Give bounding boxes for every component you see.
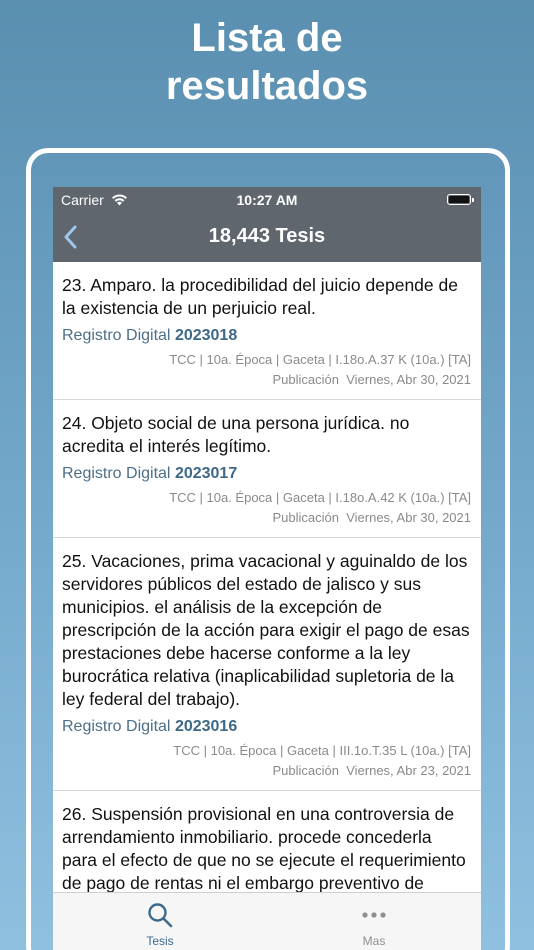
promo-title-line1: Lista de — [191, 16, 343, 60]
navigation-header — [53, 187, 481, 262]
result-meta: TCC | 10a. Época | Gaceta | I.18o.A.37 K (10a.) [TA] — [169, 352, 471, 367]
registro-label: Registro Digital — [62, 465, 171, 482]
registro-digital — [62, 327, 471, 345]
registro-number: 2023018 — [174, 327, 238, 344]
tab-mas[interactable] — [267, 893, 481, 950]
result-title: 26. Suspensión provisional en una controversia de arrendamiento inmobiliario. procede concederla para el efecto de que no se ejecute el requerimiento de pago de rentas ni el embargo preventivo de — [62, 804, 466, 892]
phone-screen — [53, 187, 481, 950]
status-bar — [53, 187, 481, 213]
list-item[interactable] — [53, 400, 481, 538]
registro-number: 2023016 — [174, 718, 238, 735]
more-dots-icon — [360, 901, 388, 929]
registro-label: Registro Digital — [62, 327, 171, 344]
tab-bar — [53, 892, 481, 950]
publication-line — [62, 370, 471, 390]
registro-digital — [62, 718, 471, 736]
tab-tesis[interactable] — [53, 893, 267, 950]
registro-number: 2023017 — [174, 465, 238, 482]
publication-line — [62, 761, 471, 781]
registro-digital — [62, 465, 471, 483]
results-list[interactable] — [53, 262, 481, 892]
result-meta: TCC | 10a. Época | Gaceta | I.18o.A.42 K (10a.) [TA] — [169, 490, 471, 505]
promo-title — [0, 14, 534, 110]
tab-tesis-label: Tesis — [146, 934, 174, 948]
status-time: 10:27 AM — [236, 192, 298, 208]
battery-icon — [447, 194, 471, 205]
list-item[interactable] — [53, 791, 481, 892]
publication-date: Viernes, Abr 23, 2021 — [346, 763, 471, 778]
result-meta: TCC | 10a. Época | Gaceta | III.1o.T.35 L (10a.) [TA] — [173, 743, 471, 758]
result-title: 24. Objeto social de una persona jurídica. no acredita el interés legítimo. — [62, 413, 410, 456]
publication-line — [62, 508, 471, 528]
nav-bar — [53, 213, 481, 262]
list-item[interactable] — [53, 538, 481, 791]
search-icon — [146, 901, 174, 929]
tab-mas-label: Mas — [362, 934, 386, 948]
list-item[interactable] — [53, 262, 481, 400]
carrier-label: Carrier — [61, 192, 104, 208]
publication-label: Publicación — [272, 372, 339, 387]
result-title: 25. Vacaciones, prima vacacional y aguinaldo de los servidores públicos del estado de jalisco y sus municipios. el análisis de la excepción de prescripción de la acción para exigir el pago de esas prestaciones debe hacerse conforme a la ley burocrática relativa (inaplicabilidad supletoria de la ley federal del trabajo). — [62, 551, 470, 709]
registro-label: Registro Digital — [62, 718, 171, 735]
publication-date: Viernes, Abr 30, 2021 — [346, 510, 471, 525]
result-title: 23. Amparo. la procedibilidad del juicio depende de la existencia de un perjuicio real. — [62, 275, 458, 318]
publication-label: Publicación — [272, 763, 339, 778]
publication-date: Viernes, Abr 30, 2021 — [346, 372, 471, 387]
nav-title: 18,443 Tesis — [208, 225, 326, 247]
publication-label: Publicación — [272, 510, 339, 525]
promo-title-line2: resultados — [165, 64, 369, 108]
